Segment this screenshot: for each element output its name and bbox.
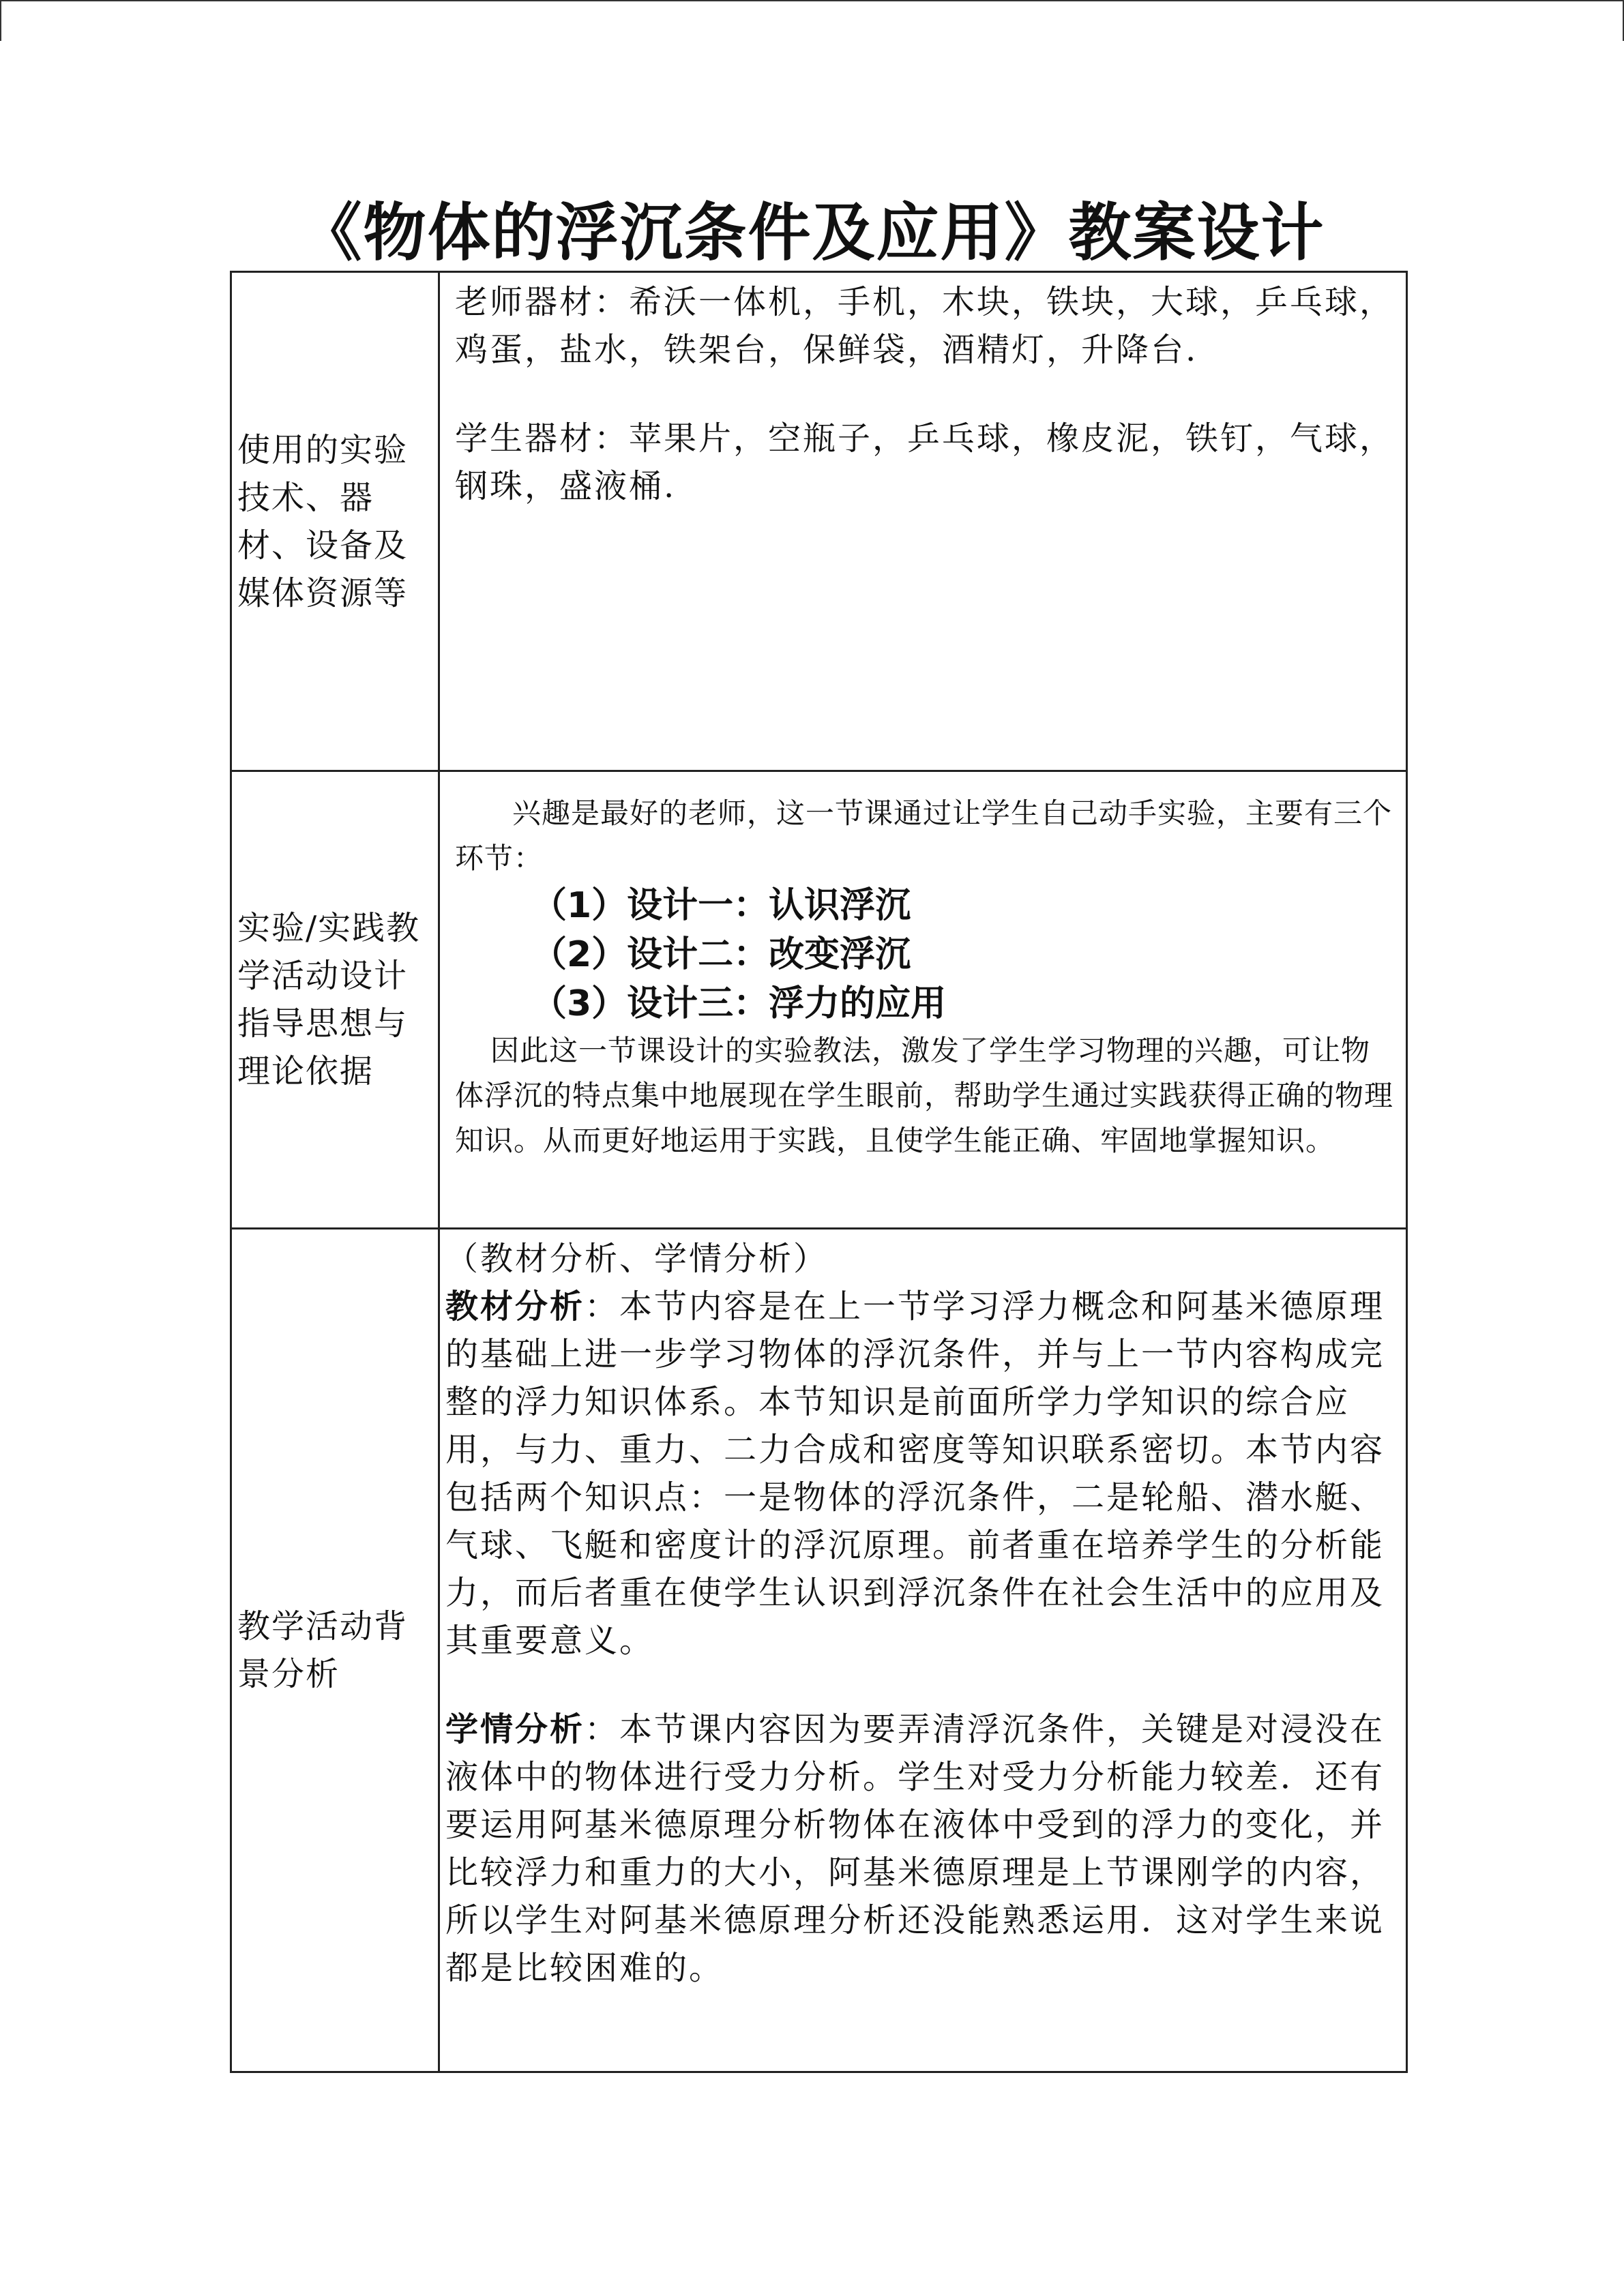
design-item: （2）设计二：改变浮沉 <box>531 934 911 975</box>
document-title: 《物体的浮沉条件及应用》教案设计 <box>299 196 1325 269</box>
student-analysis <box>445 1705 1396 1992</box>
textbook-analysis-body: ：本节内容是在上一节学习浮力概念和阿基米德原理的基础上进一步学习物体的浮沉条件，并与上一节内容构成完整的浮力知识体系。本节知识是前面所学力学知识的综合应用，与力、重力、二力合成和密度等知识联系密切。本节内容包括两个知识点：一是物体的浮沉条件，二是轮船、潜水艇、气球、飞艇和密度计的浮沉原理。前者重在培养学生的分析能力，而后者重在使学生认识到浮沉条件在社会生活中的应用及其重要意义。 <box>445 1287 1385 1660</box>
row-label: 使用的实验技术、器材、设备及媒体资源等 <box>237 430 409 612</box>
intro-text: 兴趣是最好的老师，这一节课通过让学生自己动手实验，主要有三个环节： <box>455 796 1393 875</box>
label-cell <box>231 771 439 1229</box>
content-cell <box>439 272 1407 771</box>
content-cell <box>439 1229 1407 2072</box>
page-left-border <box>0 0 1 41</box>
design-item: （3）设计三：浮力的应用 <box>531 983 947 1024</box>
lesson-plan-table <box>230 271 1408 2073</box>
textbook-analysis <box>445 1283 1396 1665</box>
label-cell <box>231 1229 439 2072</box>
table-row-equipment <box>231 272 1407 771</box>
student-analysis-heading: 学情分析 <box>445 1710 585 1748</box>
design-item: （1）设计一：认识浮沉 <box>531 885 911 926</box>
table-row-guiding-ideology <box>231 771 1407 1229</box>
content-cell <box>439 771 1407 1229</box>
row-label: 实验/实践教学活动设计指导思想与理论依据 <box>237 909 421 1090</box>
teacher-equipment-text: 老师器材：希沃一体机，手机，木块，铁块，大球，乒乓球，鸡蛋，盐水，铁架台，保鲜袋，酒精灯，升降台. <box>455 283 1395 369</box>
table-row-background-analysis <box>231 1229 1407 2072</box>
row-label: 教学活动背景分析 <box>237 1607 409 1693</box>
conclusion-text: 因此这一节课设计的实验教法，激发了学生学习物理的兴趣，可让物体浮沉的特点集中地展现在学生眼前，帮助学生通过实践获得正确的物理知识。从而更好地运用于实践，且使学生能正确、牢固地掌握知识。 <box>455 1034 1394 1157</box>
page-top-border <box>0 0 1624 1</box>
analysis-subtitle: （教材分析、学情分析） <box>445 1240 829 1278</box>
label-cell <box>231 272 439 771</box>
student-equipment-text: 学生器材：苹果片，空瓶子，乒乓球，橡皮泥，铁钉，气球，钢珠，盛液桶. <box>455 419 1395 505</box>
student-analysis-body: ：本节课内容因为要弄清浮沉条件，关键是对浸没在液体中的物体进行受力分析。学生对受力分析能力较差．还有要运用阿基米德原理分析物体在液体中受到的浮力的变化，并比较浮力和重力的大小，阿基米德原理是上节课刚学的内容，所以学生对阿基米德原理分析还没能熟悉运用．这对学生来说都是比较困难的。 <box>445 1710 1385 1987</box>
textbook-analysis-heading: 教材分析 <box>445 1287 585 1326</box>
